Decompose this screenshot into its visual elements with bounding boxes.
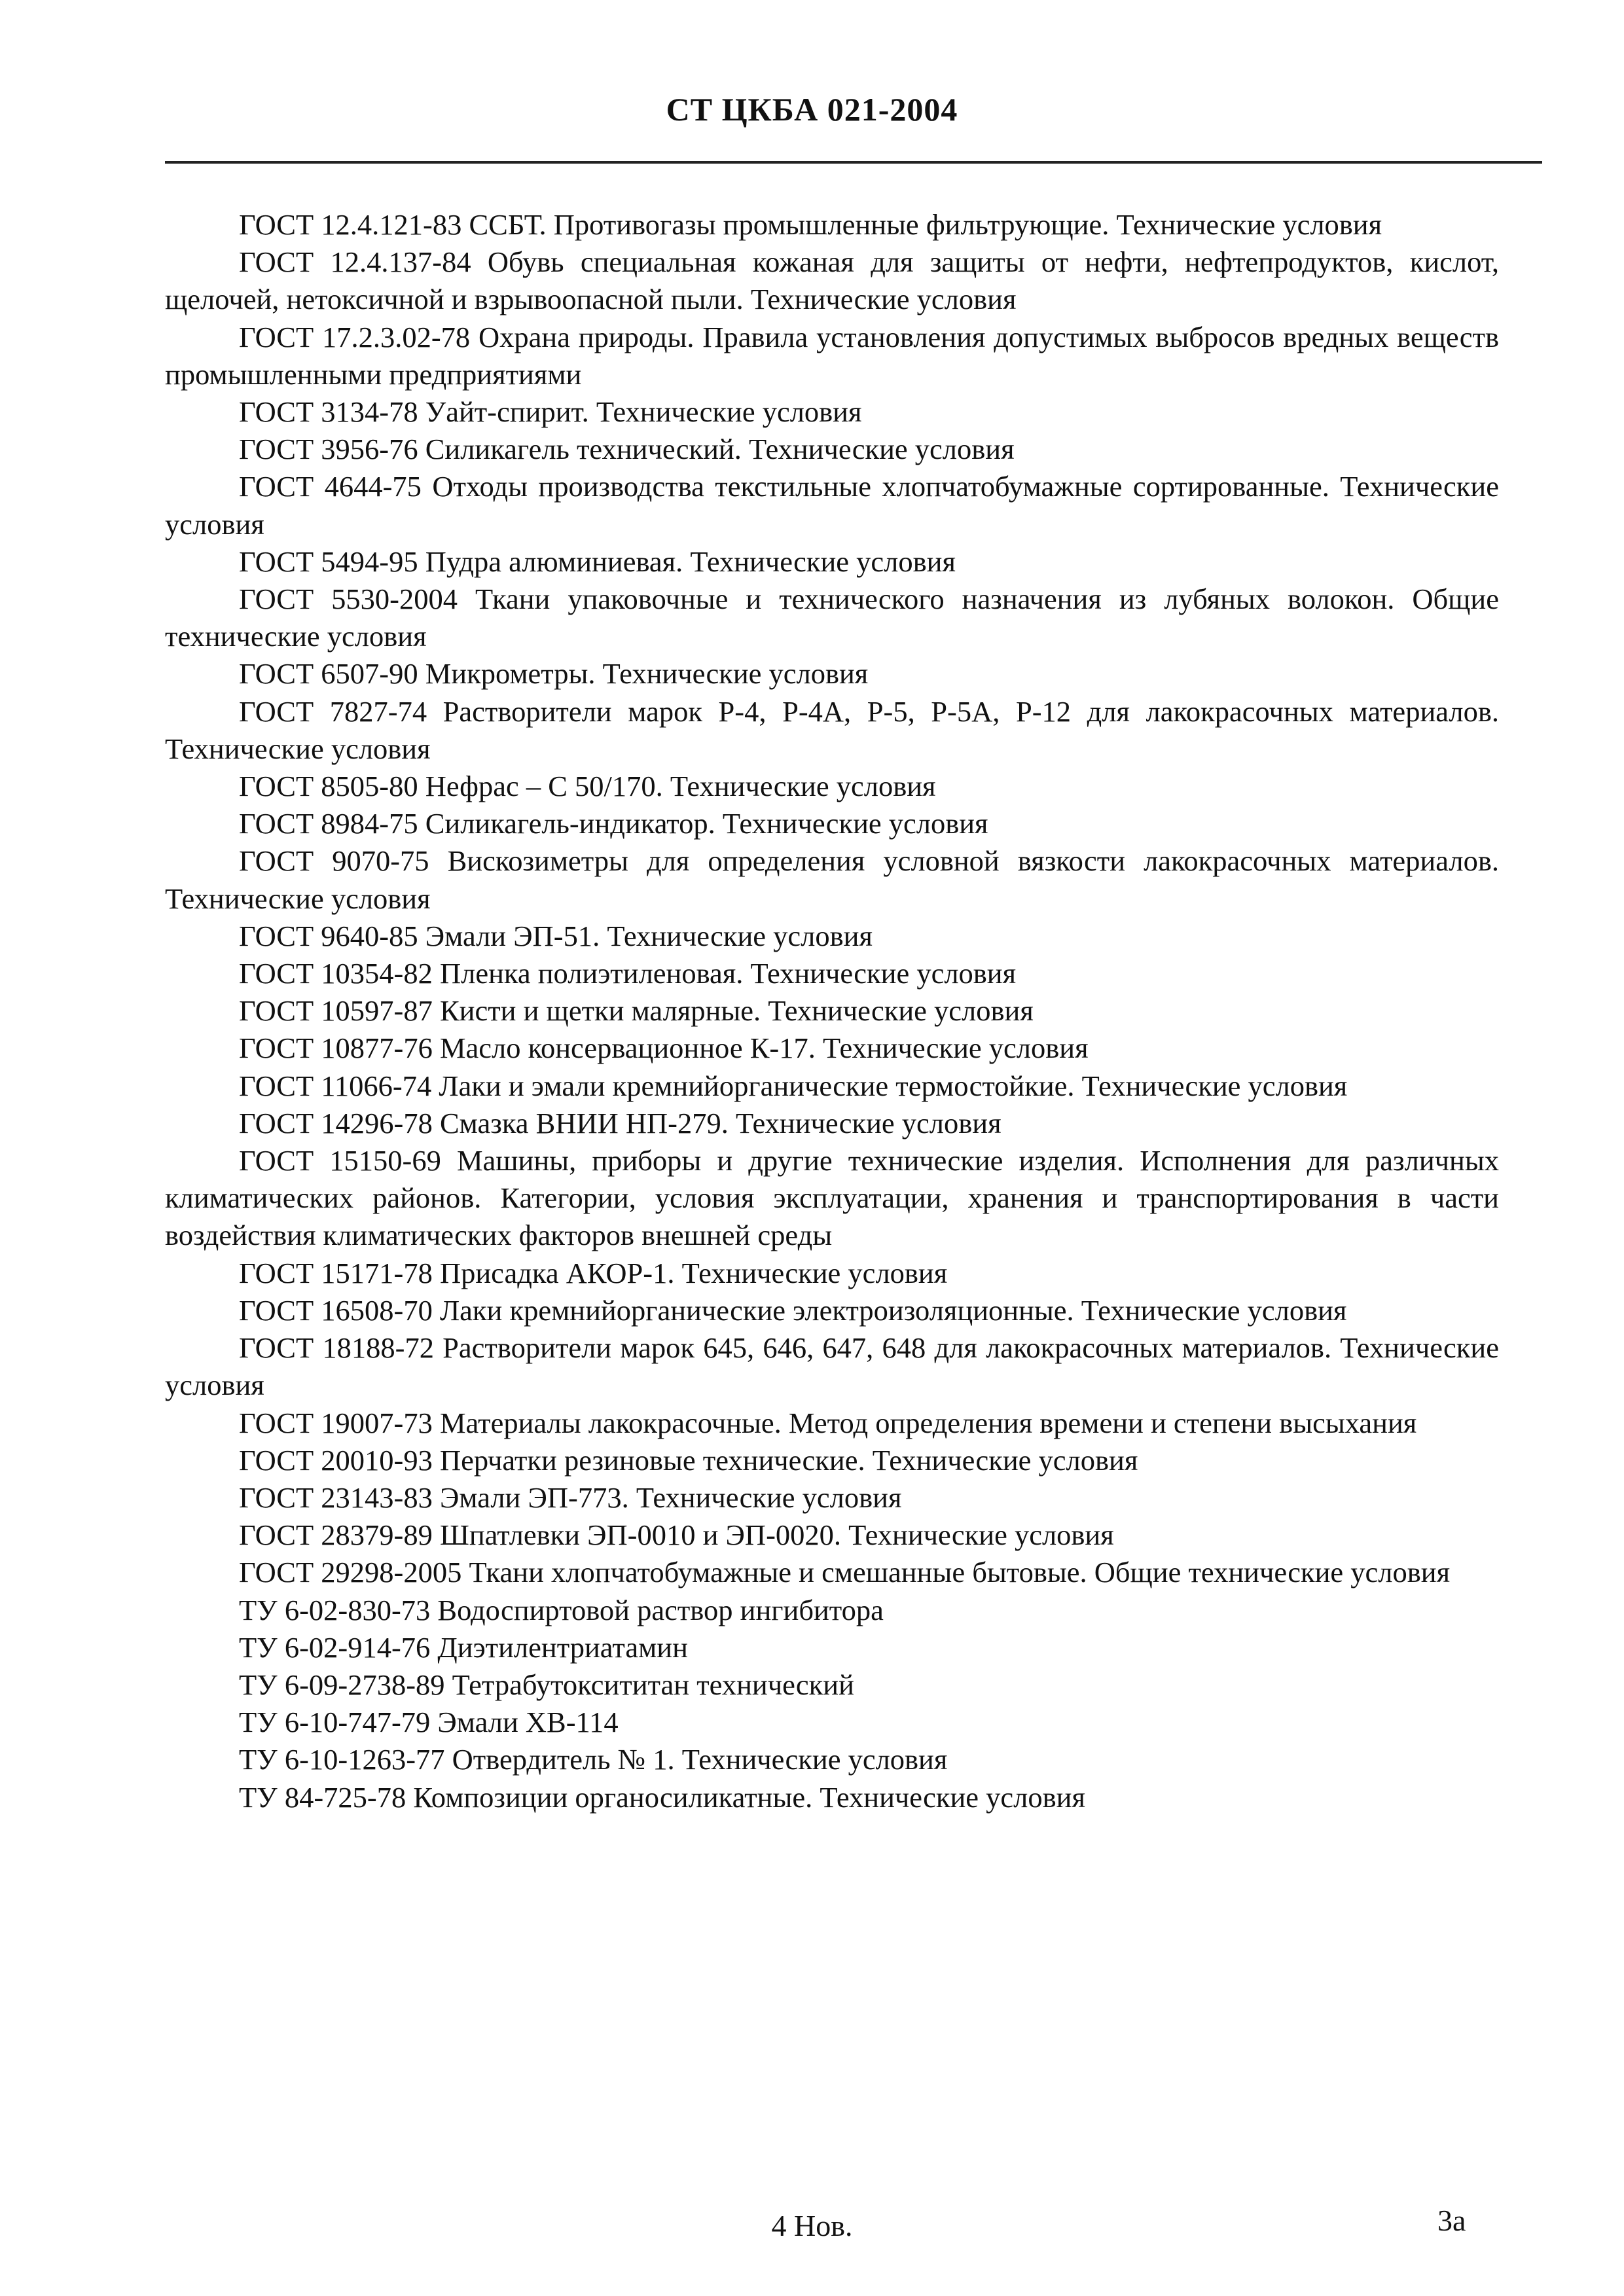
reference-item: ГОСТ 15150-69 Машины, приборы и другие технические изделия. Исполнения для различных климатических районов. Категории, условия эксплуатации, хранения и транспортирования в части воздействия климатических факторов внешней среды xyxy=(165,1144,1499,1252)
reference-item: ГОСТ 29298-2005 Ткани хлопчатобумажные и смешанные бытовые. Общие технические условия xyxy=(239,1556,1451,1589)
reference-item: ГОСТ 28379-89 Шпатлевки ЭП-0010 и ЭП-0020. Технические условия xyxy=(239,1518,1114,1552)
reference-item: ГОСТ 10877-76 Масло консервационное К-17. Технические условия xyxy=(239,1031,1089,1065)
revision-note: 4 Нов. xyxy=(771,2209,853,2242)
reference-item: ГОСТ 8505-80 Нефрас – С 50/170. Технические условия xyxy=(239,770,936,803)
reference-list xyxy=(165,206,1499,1816)
reference-item: ГОСТ 17.2.3.02-78 Охрана природы. Правила установления допустимых выбросов вредных веществ промышленными предприятиями xyxy=(165,320,1499,391)
reference-item: ГОСТ 10354-82 Пленка полиэтиленовая. Технические условия xyxy=(239,957,1017,990)
reference-item: ГОСТ 11066-74 Лаки и эмали кремнийорганические термостойкие. Технические условия xyxy=(239,1069,1348,1102)
reference-item: ТУ 6-09-2738-89 Тетрабутоксититан технический xyxy=(239,1668,854,1701)
reference-item: ГОСТ 6507-90 Микрометры. Технические условия xyxy=(239,657,869,691)
reference-item: ГОСТ 5494-95 Пудра алюминиевая. Технические условия xyxy=(239,545,956,578)
reference-item: ГОСТ 5530-2004 Ткани упаковочные и технического назначения из лубяных волокон. Общие технические условия xyxy=(165,583,1499,653)
reference-item: ГОСТ 9640-85 Эмали ЭП-51. Технические условия xyxy=(239,919,873,952)
reference-item: ГОСТ 23143-83 Эмали ЭП-773. Технические условия xyxy=(239,1480,902,1514)
reference-item: ГОСТ 3956-76 Силикагель технический. Технические условия xyxy=(239,433,1015,466)
document-header xyxy=(0,90,1624,128)
reference-item: ГОСТ 19007-73 Материалы лакокрасочные. Метод определения времени и степени высыхания xyxy=(239,1406,1417,1439)
reference-item: ГОСТ 8984-75 Силикагель-индикатор. Технические условия xyxy=(239,807,988,840)
reference-item: ГОСТ 18188-72 Растворители марок 645, 646, 647, 648 для лакокрасочных материалов. Технические условия xyxy=(165,1331,1499,1402)
page-number: 3а xyxy=(1437,2204,1466,2237)
reference-item: ГОСТ 3134-78 Уайт-спирит. Технические условия xyxy=(239,395,862,429)
reference-item: ГОСТ 16508-70 Лаки кремнийорганические электроизоляционные. Технические условия xyxy=(239,1293,1347,1327)
reference-item: ГОСТ 15171-78 Присадка АКОР-1. Технические условия xyxy=(239,1256,948,1289)
document-title: СТ ЦКБА 021-2004 xyxy=(666,91,958,128)
reference-item: ТУ 6-02-830-73 Водоспиртовой раствор ингибитора xyxy=(239,1593,884,1626)
reference-item: ГОСТ 14296-78 Смазка ВНИИ НП-279. Технические условия xyxy=(239,1106,1001,1139)
reference-item: ГОСТ 9070-75 Вискозиметры для определения условной вязкости лакокрасочных материалов. Технические условия xyxy=(165,844,1499,915)
reference-item: ТУ 6-02-914-76 Диэтилентриатамин xyxy=(239,1630,688,1664)
header-divider xyxy=(165,161,1542,164)
reference-item: ГОСТ 20010-93 Перчатки резиновые технические. Технические условия xyxy=(239,1443,1138,1477)
reference-item: ТУ 84-725-78 Композиции органосиликатные. Технические условия xyxy=(239,1780,1085,1814)
reference-item: ГОСТ 10597-87 Кисти и щетки малярные. Технические условия xyxy=(239,994,1034,1028)
reference-item: ГОСТ 4644-75 Отходы производства текстильные хлопчатобумажные сортированные. Технические условия xyxy=(165,470,1499,541)
reference-item: ТУ 6-10-747-79 Эмали ХВ-114 xyxy=(239,1706,619,1739)
reference-item: ТУ 6-10-1263-77 Отвердитель № 1. Технические условия xyxy=(239,1743,948,1776)
reference-item: ГОСТ 12.4.137-84 Обувь специальная кожаная для защиты от нефти, нефтепродуктов, кислот, щелочей, нетоксичной и взрывоопасной пыли. Технические условия xyxy=(165,245,1499,316)
reference-item: ГОСТ 12.4.121-83 ССБТ. Противогазы промышленные фильтрующие. Технические условия xyxy=(239,208,1382,241)
reference-item: ГОСТ 7827-74 Растворители марок Р-4, Р-4А, Р-5, Р-5А, Р-12 для лакокрасочных материалов. Технические условия xyxy=(165,694,1499,765)
